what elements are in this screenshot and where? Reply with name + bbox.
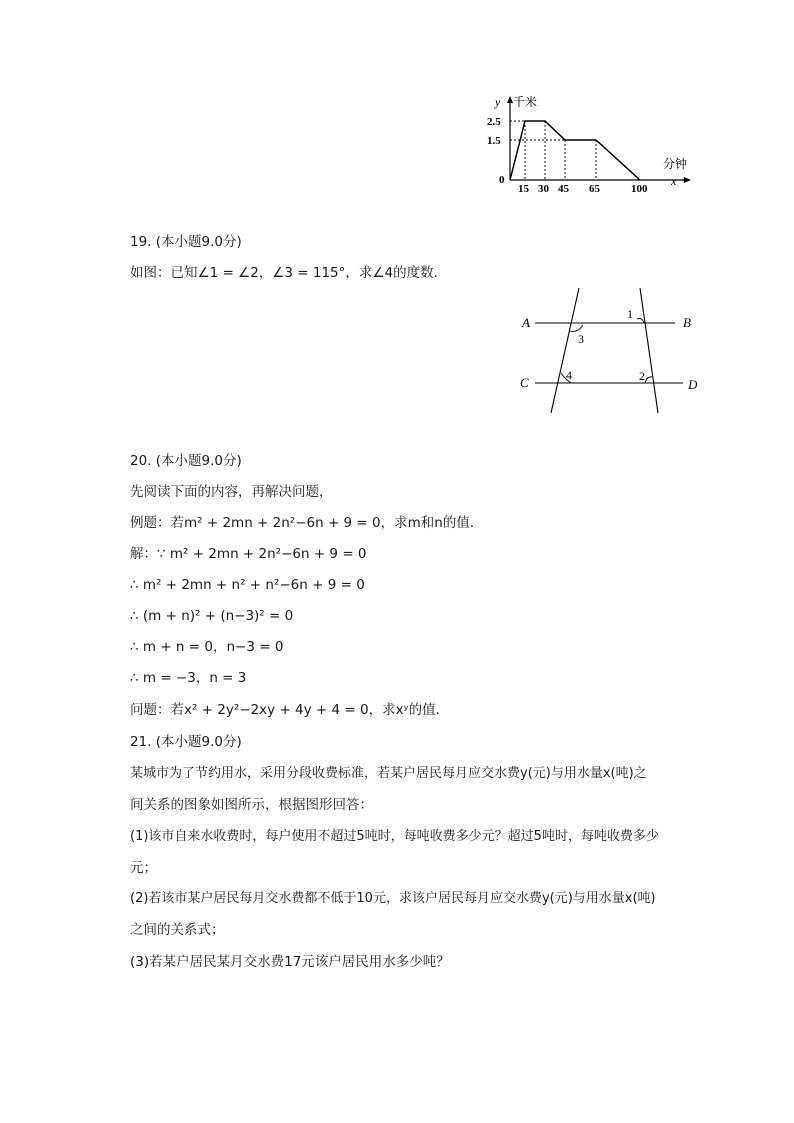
origin-label: 0 [499,174,505,186]
x-axis-label: x [671,174,677,188]
angle-label-1: 1 [627,307,633,321]
transversal-left [551,288,579,413]
label-A: A [522,315,530,330]
q19-text: 如图：已知∠1 = ∠2，∠3 = 115°，求∠4的度数． [130,265,448,281]
angle-1-arc [637,319,644,324]
data-line [510,121,640,180]
q20-header: 20. (本小题9.0分) [130,453,242,469]
transversal-right [640,288,658,413]
x-tick-100: 100 [631,183,648,195]
angle-2-arc [645,377,652,383]
q21-header: 21. (本小题9.0分) [130,734,242,750]
angle-3-arc [570,325,583,331]
q21-part-2-cont: 之间的关系式； [130,922,225,938]
label-B: B [683,315,691,330]
q20-solution-5: ∴ m = −3，n = 3 [130,670,247,686]
x-tick-15: 15 [518,183,529,195]
angle-label-4: 4 [566,368,572,382]
q20-problem: 问题：若x² + 2y²−2xy + 4y + 4 = 0，求xʸ的值． [130,702,450,718]
x-tick-30: 30 [538,183,549,195]
q20-solution-2: ∴ m² + 2mn + n² + n²−6n + 9 = 0 [130,577,365,593]
q21-part-1: (1)该市自来水收费时，每户使用不超过5吨时，每吨收费多少元？超过5吨时，每吨收费多少 [130,829,659,844]
label-D: D [688,377,698,392]
q21-part-1-cont: 元； [130,860,157,876]
q21-line-2: 间关系的图象如图所示，根据图形回答： [130,797,373,813]
q20-solution-3: ∴ (m + n)² + (n−3)² = 0 [130,608,294,624]
x-tick-65: 65 [589,183,600,195]
y-tick-2.5: 2.5 [487,116,501,128]
angle-label-3: 3 [578,332,584,346]
angle-label-2: 2 [639,369,645,383]
x-axis-arrow [684,177,691,183]
distance-time-graph [455,88,705,200]
x-unit-label: 分钟 [663,157,688,171]
q21-part-2: (2)若该市某户居民每月交水费都不低于10元，求该户居民每月应交水费y(元)与用水量x(吨) [130,891,656,906]
y-unit-label: 千米 [513,95,538,109]
y-tick-1.5: 1.5 [487,135,501,147]
y-axis-label: y [495,95,501,109]
q21-line-1: 某城市为了节约用水，采用分段收费标准，若某户居民每月应交水费y(元)与用水量x(吨)之 [130,766,647,781]
q21-part-3: (3)若某户居民某月交水费17元该户居民用水多少吨？ [130,954,450,970]
q20-solution-1: 解：∵ m² + 2mn + 2n²−6n + 9 = 0 [130,546,367,562]
q20-solution-4: ∴ m + n = 0，n−3 = 0 [130,639,284,655]
q20-example: 例题：若m² + 2mn + 2n²−6n + 9 = 0，求m和n的值． [130,515,484,531]
x-tick-45: 45 [558,183,569,195]
parallel-lines-figure [515,283,705,418]
q19-header: 19. (本小题9.0分) [130,234,242,250]
q20-line-1: 先阅读下面的内容，再解决问题， [130,484,333,500]
label-C: C [520,375,529,390]
